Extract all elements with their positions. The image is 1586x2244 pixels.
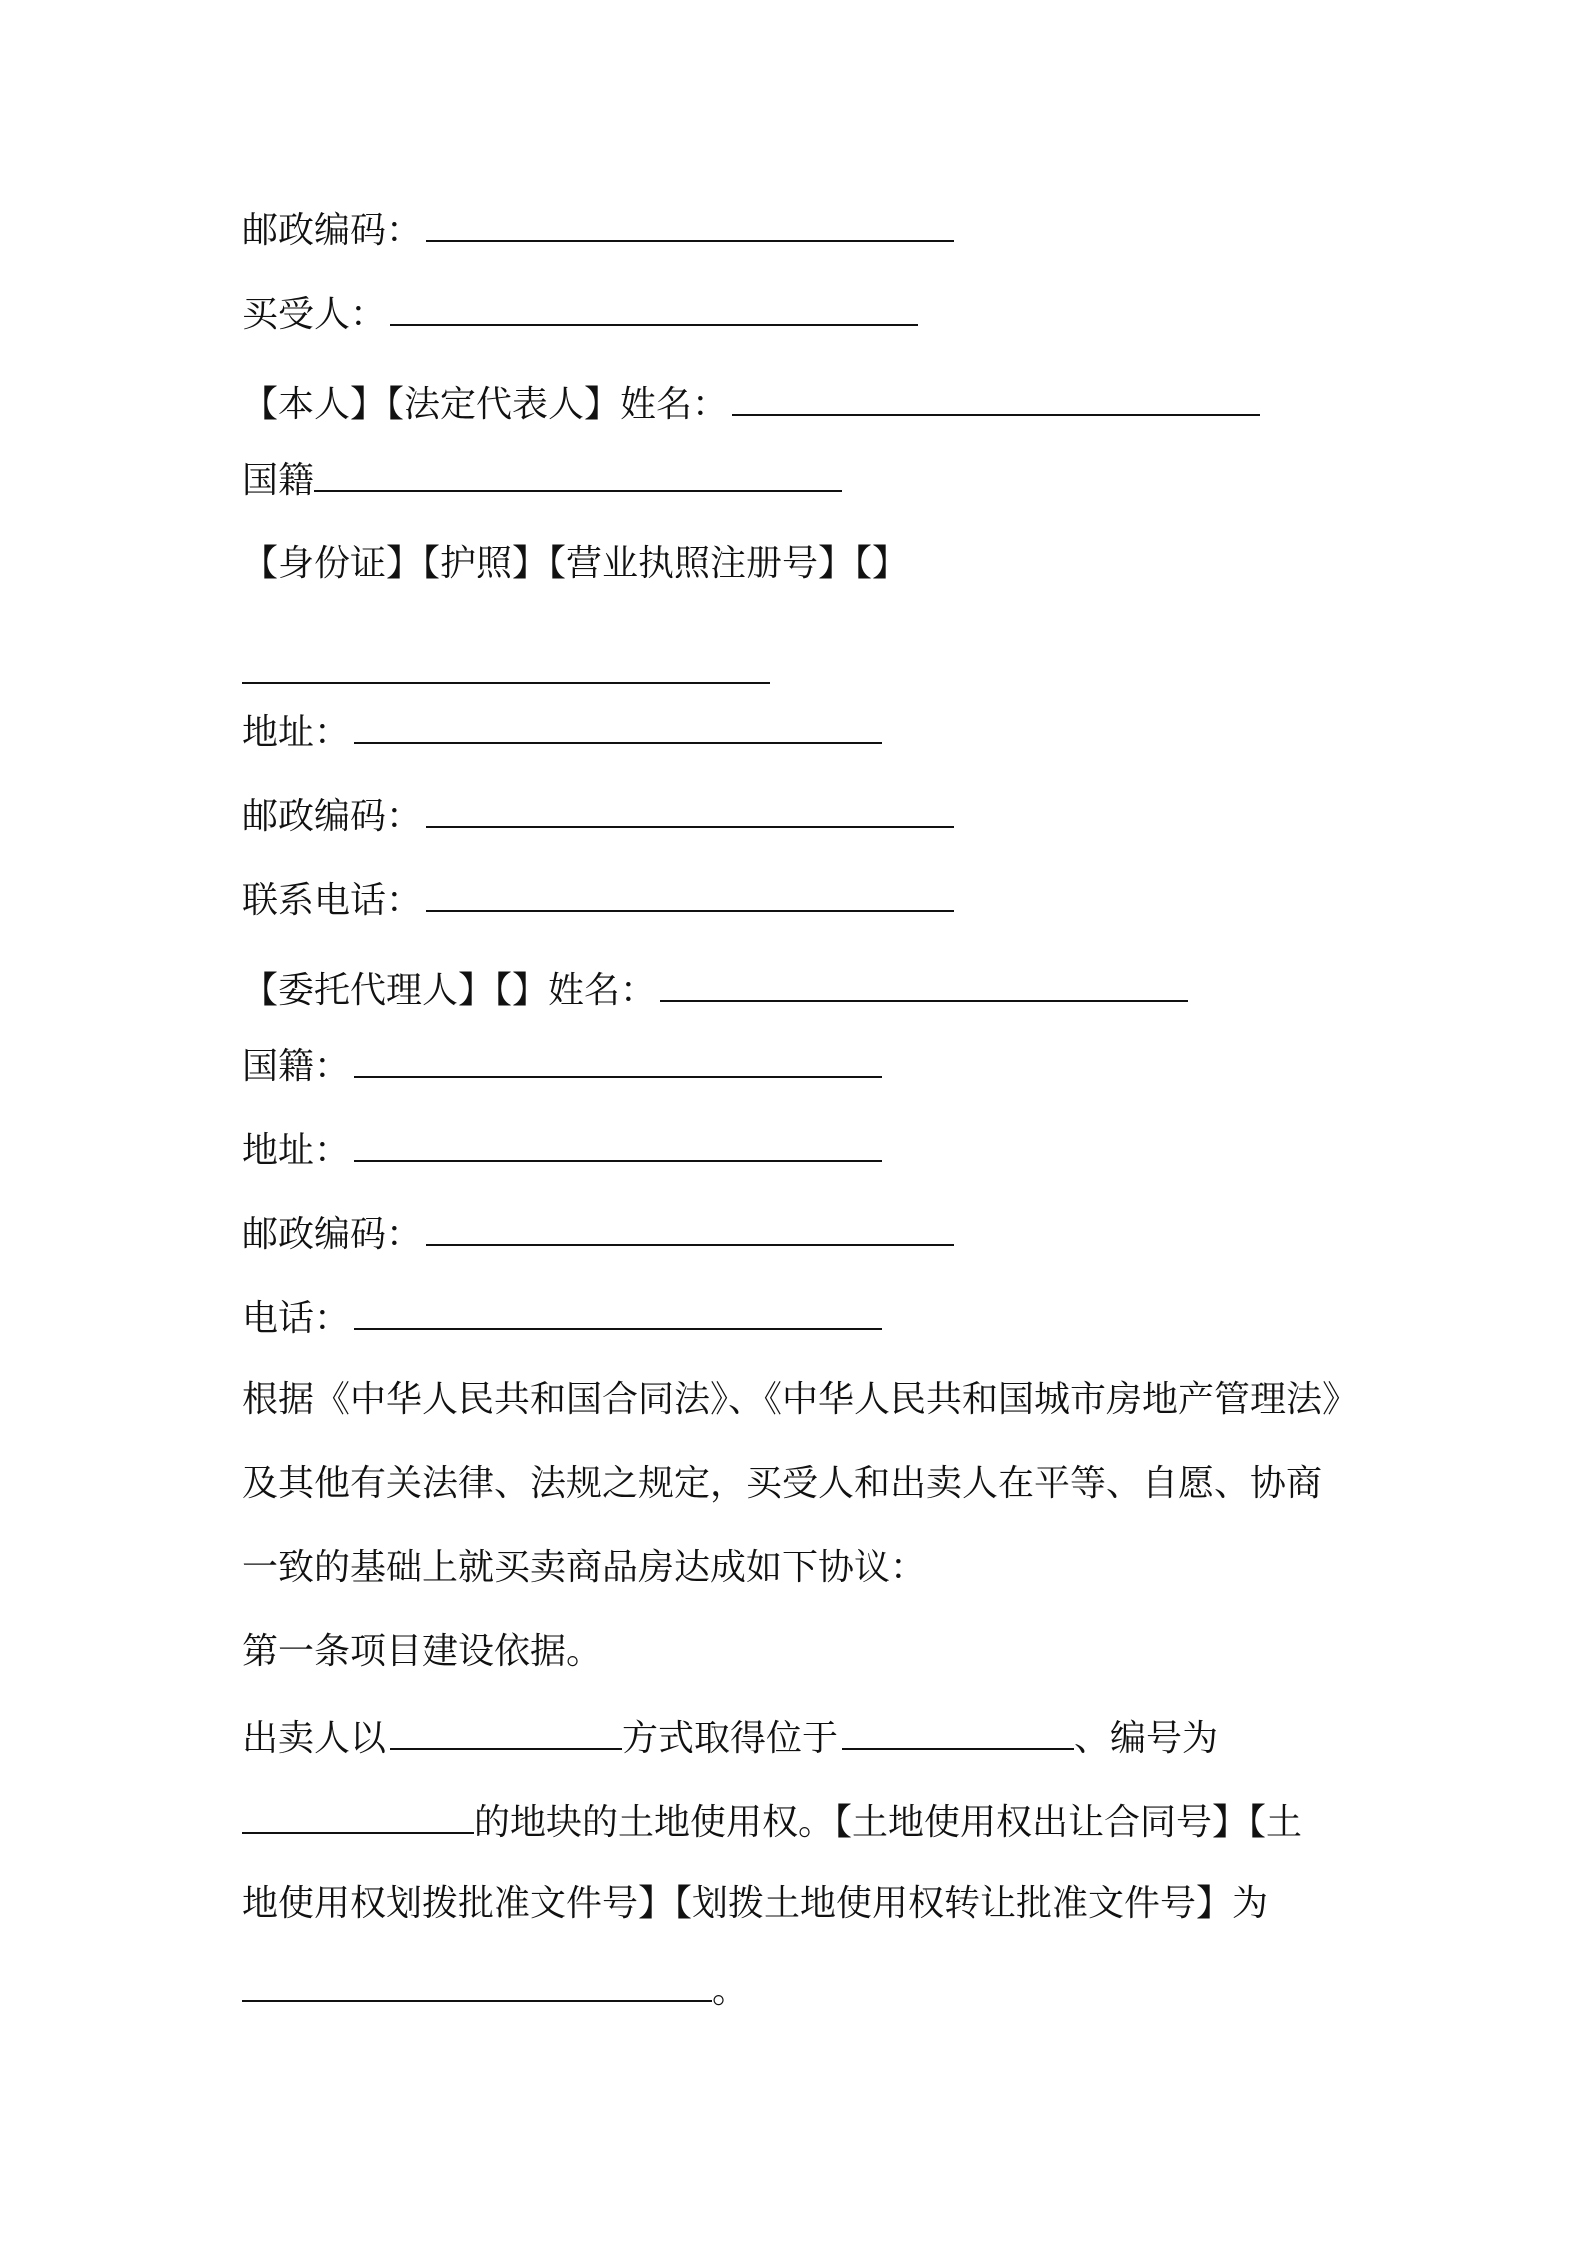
article-one-text-b: 方式取得位于	[622, 1718, 839, 1759]
parcel-number-blank	[242, 1796, 474, 1834]
preamble-line-1: 根据《中华人民共和国合同法》、《中华人民共和国城市房地产管理法》	[242, 1379, 1359, 1420]
article-one-line-1	[242, 1712, 1218, 1763]
buyer-row	[242, 288, 918, 339]
buyer-name-blank	[732, 378, 1260, 416]
buyer-id-number-row	[242, 646, 770, 697]
buyer-name-label: 【本人】【法定代表人】姓名：	[242, 384, 729, 425]
agent-postcode-label: 邮政编码：	[242, 1214, 423, 1255]
buyer-blank	[390, 288, 918, 326]
agent-phone-blank	[354, 1292, 882, 1330]
agent-name-blank	[660, 964, 1188, 1002]
buyer-name-row	[242, 378, 1260, 429]
buyer-postcode-blank	[426, 790, 954, 828]
buyer-address-row	[242, 706, 882, 757]
article-one-period: 。	[712, 1970, 749, 2011]
agent-phone-row	[242, 1292, 882, 1343]
seller-postcode-row	[242, 204, 954, 255]
buyer-postcode-row	[242, 790, 954, 841]
buyer-id-type-row	[242, 540, 908, 588]
buyer-phone-row	[242, 874, 954, 925]
buyer-nationality-row	[242, 454, 842, 505]
seller-postcode-label: 邮政编码：	[242, 210, 423, 251]
buyer-phone-blank	[426, 874, 954, 912]
agent-address-label: 地址：	[242, 1130, 351, 1171]
article-one-text-d: 的地块的土地使用权。【土地使用权出让合同号】【土	[474, 1802, 1303, 1843]
agent-name-row	[242, 964, 1188, 1015]
acquisition-method-blank	[390, 1712, 622, 1750]
seller-postcode-blank	[426, 204, 954, 242]
article-one-line-3: 地使用权划拨批准文件号】【划拨土地使用权转让批准文件号】为	[242, 1883, 1269, 1924]
agent-nationality-label: 国籍：	[242, 1046, 351, 1087]
agent-nationality-row	[242, 1040, 882, 1091]
agent-postcode-row	[242, 1208, 954, 1259]
agent-nationality-blank	[354, 1040, 882, 1078]
article-one-text-c: 、编号为	[1074, 1718, 1219, 1759]
buyer-phone-label: 联系电话：	[242, 880, 423, 921]
buyer-nationality-blank	[314, 454, 842, 492]
buyer-id-number-blank	[242, 646, 770, 684]
agent-name-label: 【委托代理人】【】姓名：	[242, 970, 657, 1011]
buyer-postcode-label: 邮政编码：	[242, 796, 423, 837]
agent-phone-label: 电话：	[242, 1298, 351, 1339]
agent-postcode-blank	[426, 1208, 954, 1246]
location-blank	[842, 1712, 1074, 1750]
article-one-text-a: 出卖人以	[242, 1718, 387, 1759]
buyer-address-label: 地址：	[242, 712, 351, 753]
buyer-label: 买受人：	[242, 294, 387, 335]
article-one-heading: 第一条项目建设依据。	[242, 1631, 603, 1672]
buyer-address-blank	[354, 706, 882, 744]
buyer-nationality-label: 国籍	[242, 460, 315, 501]
article-one-line-2	[242, 1796, 1302, 1847]
agent-address-row	[242, 1124, 882, 1175]
preamble-line-2: 及其他有关法律、法规之规定，买受人和出卖人在平等、自愿、协商	[242, 1463, 1323, 1504]
article-one-line-4	[242, 1964, 748, 2015]
buyer-id-type-label: 【身份证】【护照】【营业执照注册号】【】	[242, 543, 909, 584]
agent-address-blank	[354, 1124, 882, 1162]
contract-number-blank	[242, 1964, 712, 2002]
preamble-line-3: 一致的基础上就买卖商品房达成如下协议：	[242, 1547, 927, 1588]
